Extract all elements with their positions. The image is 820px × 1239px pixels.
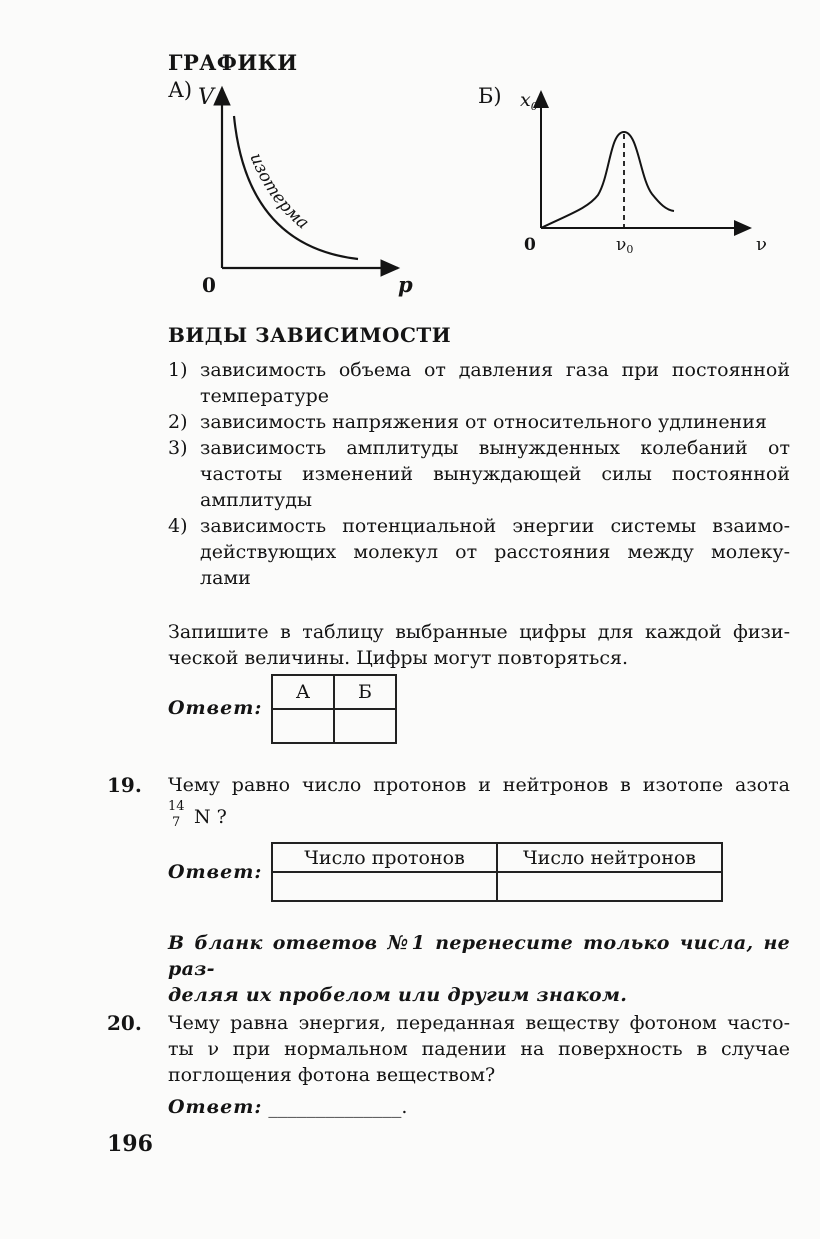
answer-18-header-b: Б bbox=[334, 675, 396, 709]
dep-item-3 bbox=[168, 435, 790, 513]
answer-19-header-neutrons: Число нейтронов bbox=[497, 843, 722, 872]
q19-note bbox=[168, 930, 790, 1008]
resonance-curve bbox=[541, 132, 674, 228]
q19-text bbox=[168, 772, 790, 798]
q19-isotope bbox=[168, 800, 227, 834]
graph-b-origin: 0 bbox=[524, 235, 536, 255]
answer-18-cell-a[interactable] bbox=[272, 709, 334, 743]
dep-item-3-line-3: амплитуды bbox=[200, 489, 313, 511]
dep-item-2-num: 2) bbox=[168, 411, 188, 433]
dep-item-4-line-3: лами bbox=[200, 567, 251, 589]
isotherm-label: изотерма bbox=[245, 150, 313, 234]
q20-text bbox=[168, 1010, 790, 1088]
dep-item-4-line-1: зависимость потенциальной энергии системы взаимо- bbox=[200, 515, 790, 537]
answer-18-table bbox=[271, 674, 397, 744]
graph-a-v-label: V bbox=[198, 85, 214, 110]
q19-number: 19. bbox=[107, 773, 142, 797]
answer-18-label: Ответ: bbox=[168, 697, 263, 719]
dep-item-2 bbox=[168, 409, 790, 435]
dep-item-3-line-2: частоты изменений вынуждающей силы постоянной bbox=[200, 463, 790, 485]
isotherm-curve bbox=[234, 116, 358, 259]
q19-line-1: Чему равно число протонов и нейтронов в изотопе азота bbox=[168, 774, 790, 796]
dep-item-4-num: 4) bbox=[168, 515, 188, 537]
dep-item-3-num: 3) bbox=[168, 437, 188, 459]
answer-18-cell-b[interactable] bbox=[334, 709, 396, 743]
q20-line-2: ты ν при нормальном падении на поверхность в случае bbox=[168, 1038, 790, 1060]
graph-a-label: А) bbox=[168, 78, 193, 102]
q20-line-1: Чему равна энергия, переданная веществу фотоном часто- bbox=[168, 1012, 790, 1034]
answer-19-label: Ответ: bbox=[168, 861, 263, 883]
dep-item-1 bbox=[168, 357, 790, 409]
graph-b bbox=[510, 80, 780, 260]
graph-b-nu0-label: ν0 bbox=[616, 235, 634, 256]
q20-line-3: поглощения фотона веществом? bbox=[168, 1064, 496, 1086]
page-number: 196 bbox=[107, 1131, 153, 1157]
dep-item-4 bbox=[168, 513, 790, 591]
answer-19-table bbox=[271, 842, 723, 902]
dep-item-4-line-2: действующих молекул от расстояния между молеку- bbox=[200, 541, 790, 563]
dep-item-3-line-1: зависимость амплитуды вынужденных колебаний от bbox=[200, 437, 790, 459]
q19-isotope-indices bbox=[168, 800, 194, 830]
graphs-title: ГРАФИКИ bbox=[168, 50, 298, 75]
q20-number: 20. bbox=[107, 1011, 142, 1035]
graph-a bbox=[190, 78, 430, 303]
q19-note-line-2: деляя их пробелом или другим знаком. bbox=[168, 984, 628, 1006]
deps-list bbox=[168, 357, 790, 591]
instruction bbox=[168, 619, 790, 671]
answer-19-cell-neutrons[interactable] bbox=[497, 872, 722, 901]
answer-19-header-protons: Число протонов bbox=[272, 843, 497, 872]
q19-mass-number: 14 bbox=[168, 799, 185, 814]
deps-title: ВИДЫ ЗАВИСИМОСТИ bbox=[168, 323, 452, 347]
dep-item-1-line-2: температуре bbox=[200, 385, 330, 407]
graph-b-nu-label: ν bbox=[756, 234, 767, 255]
graph-a-origin: 0 bbox=[202, 273, 216, 297]
graph-b-label: Б) bbox=[478, 84, 502, 108]
dep-item-1-num: 1) bbox=[168, 359, 188, 381]
answer-18-header-a: А bbox=[272, 675, 334, 709]
q19-suffix: ? bbox=[210, 806, 227, 828]
instruction-line-1: Запишите в таблицу выбранные цифры для каждой физи- bbox=[168, 621, 790, 643]
q20-answer bbox=[168, 1096, 407, 1118]
dep-item-2-line-1: зависимость напряжения от относительного удлинения bbox=[200, 411, 767, 433]
answer-19-cell-protons[interactable] bbox=[272, 872, 497, 901]
q19-symbol: N bbox=[194, 806, 211, 828]
dep-item-1-line-1: зависимость объема от давления газа при постоянной bbox=[200, 359, 790, 381]
instruction-line-2: ческой величины. Цифры могут повторяться. bbox=[168, 647, 628, 669]
q20-answer-blank[interactable]: ______________. bbox=[268, 1096, 408, 1118]
q20-answer-label: Ответ: bbox=[168, 1096, 263, 1118]
graph-b-x0-label: $x_0$ bbox=[520, 89, 538, 113]
q19-atomic-number: 7 bbox=[172, 815, 181, 830]
graph-a-p-label: p bbox=[398, 272, 413, 297]
q19-note-line-1: В бланк ответов №1 перенесите только числа, не раз- bbox=[168, 932, 790, 980]
